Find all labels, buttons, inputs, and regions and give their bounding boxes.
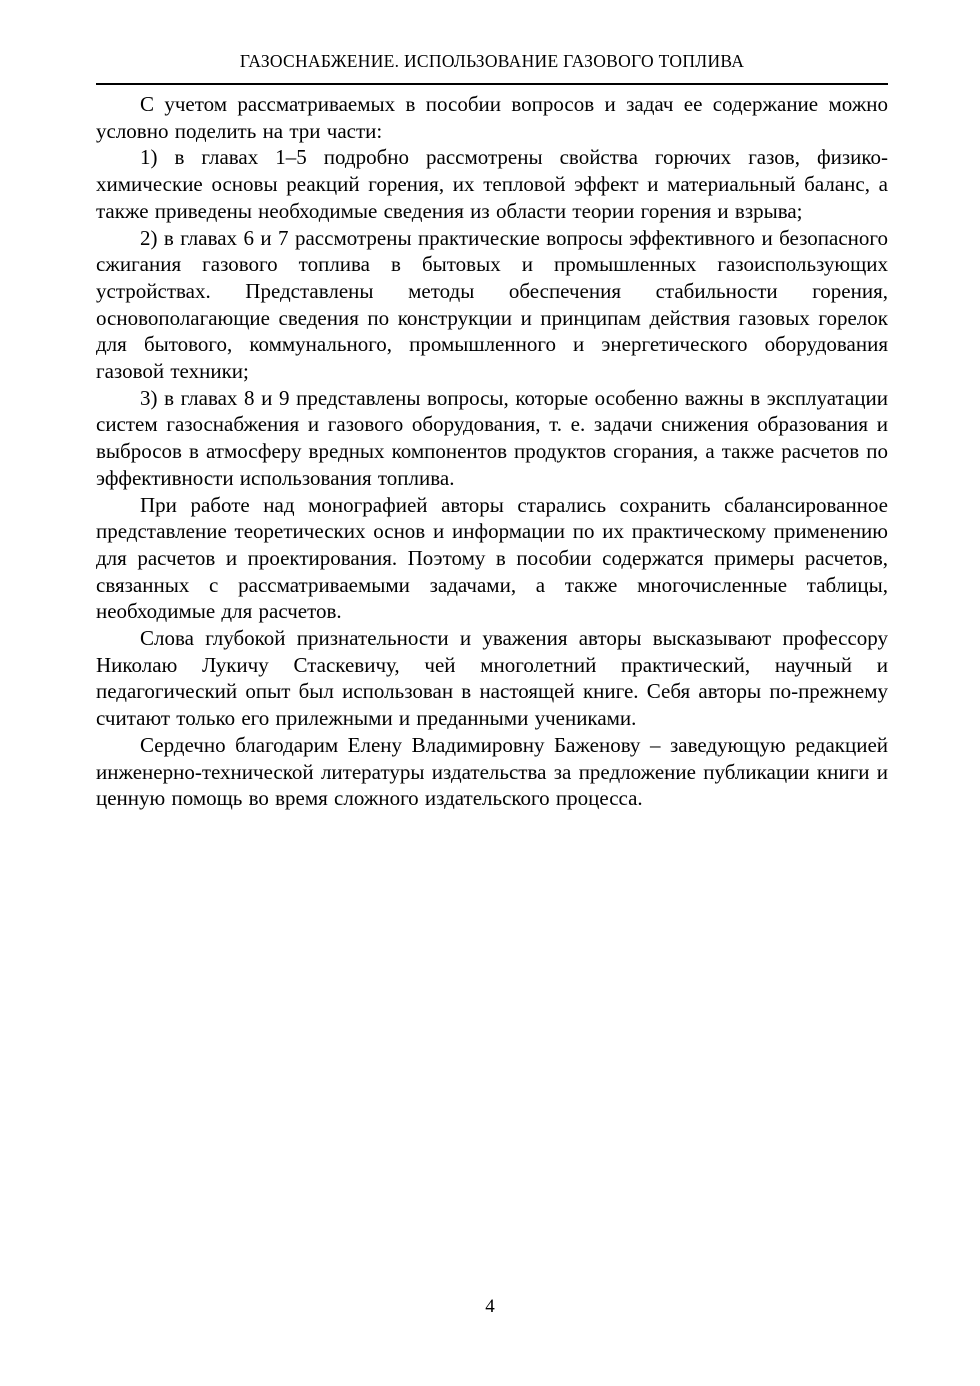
running-header-title: ГАЗОСНАБЖЕНИЕ. ИСПОЛЬЗОВАНИЕ ГАЗОВОГО ТОПЛИВА	[239, 51, 745, 71]
paragraph-acknowledgment-staskevich: Слова глубокой признательности и уважения авторы высказывают профессору Николаю Лукичу Стаскевичу, чей многолетний практический, научный и педагогический опыт был использован в настоящей книге. Себя авторы по-прежнему считают только его прилежными и преданными учениками.	[96, 626, 888, 731]
paragraph-chapters-8-9: 3) в главах 8 и 9 представлены вопросы, которые особенно важны в эксплуатации систем газоснабжения и газового оборудования, т. е. задачи снижения образования и выбросов в атмосферу вредных компонентов продуктов сгорания, а также расчетов по эффективности использования топлива.	[96, 385, 888, 490]
paragraph-monograph-approach: При работе над монографией авторы старались сохранить сбалансированное представление теоретических основ и информации по их практическому применению для расчетов и проектирования. Поэтому в пособии содержатся примеры расчетов, связанных с рассматриваемыми задачами, а также многочисленные таблицы, необходимые для расчетов.	[96, 492, 888, 624]
running-header	[96, 50, 888, 85]
paragraph-overview: С учетом рассматриваемых в пособии вопросов и задач ее содержание можно условно поделить на три части:	[96, 92, 888, 143]
paragraph-chapters-1-5: 1) в главах 1–5 подробно рассмотрены свойства горючих газов, физико-химические основы реакций горения, их тепловой эффект и материальный баланс, а также приведены необходимые сведения из области теории горения и взрыва;	[96, 145, 888, 223]
page-body	[96, 85, 888, 812]
paragraph-chapters-6-7: 2) в главах 6 и 7 рассмотрены практические вопросы эффективного и безопасного сжигания газового топлива в бытовых и промышленных газоиспользующих устройствах. Представлены методы обеспечения стабильности горения, основополагающие сведения по конструкции и принципам действия газовых горелок для бытового, коммунального, промышленного и энергетического оборудования газовой техники;	[96, 225, 888, 384]
page-number: 4	[485, 1296, 495, 1317]
page-footer	[0, 1296, 980, 1318]
paragraph-acknowledgment-bazhenova: Сердечно благодарим Елену Владимировну Баженову – заведующую редакцией инженерно-технической литературы издательства за предложение публикации книги и ценную помощь во время сложного издательского процесса.	[96, 732, 888, 811]
